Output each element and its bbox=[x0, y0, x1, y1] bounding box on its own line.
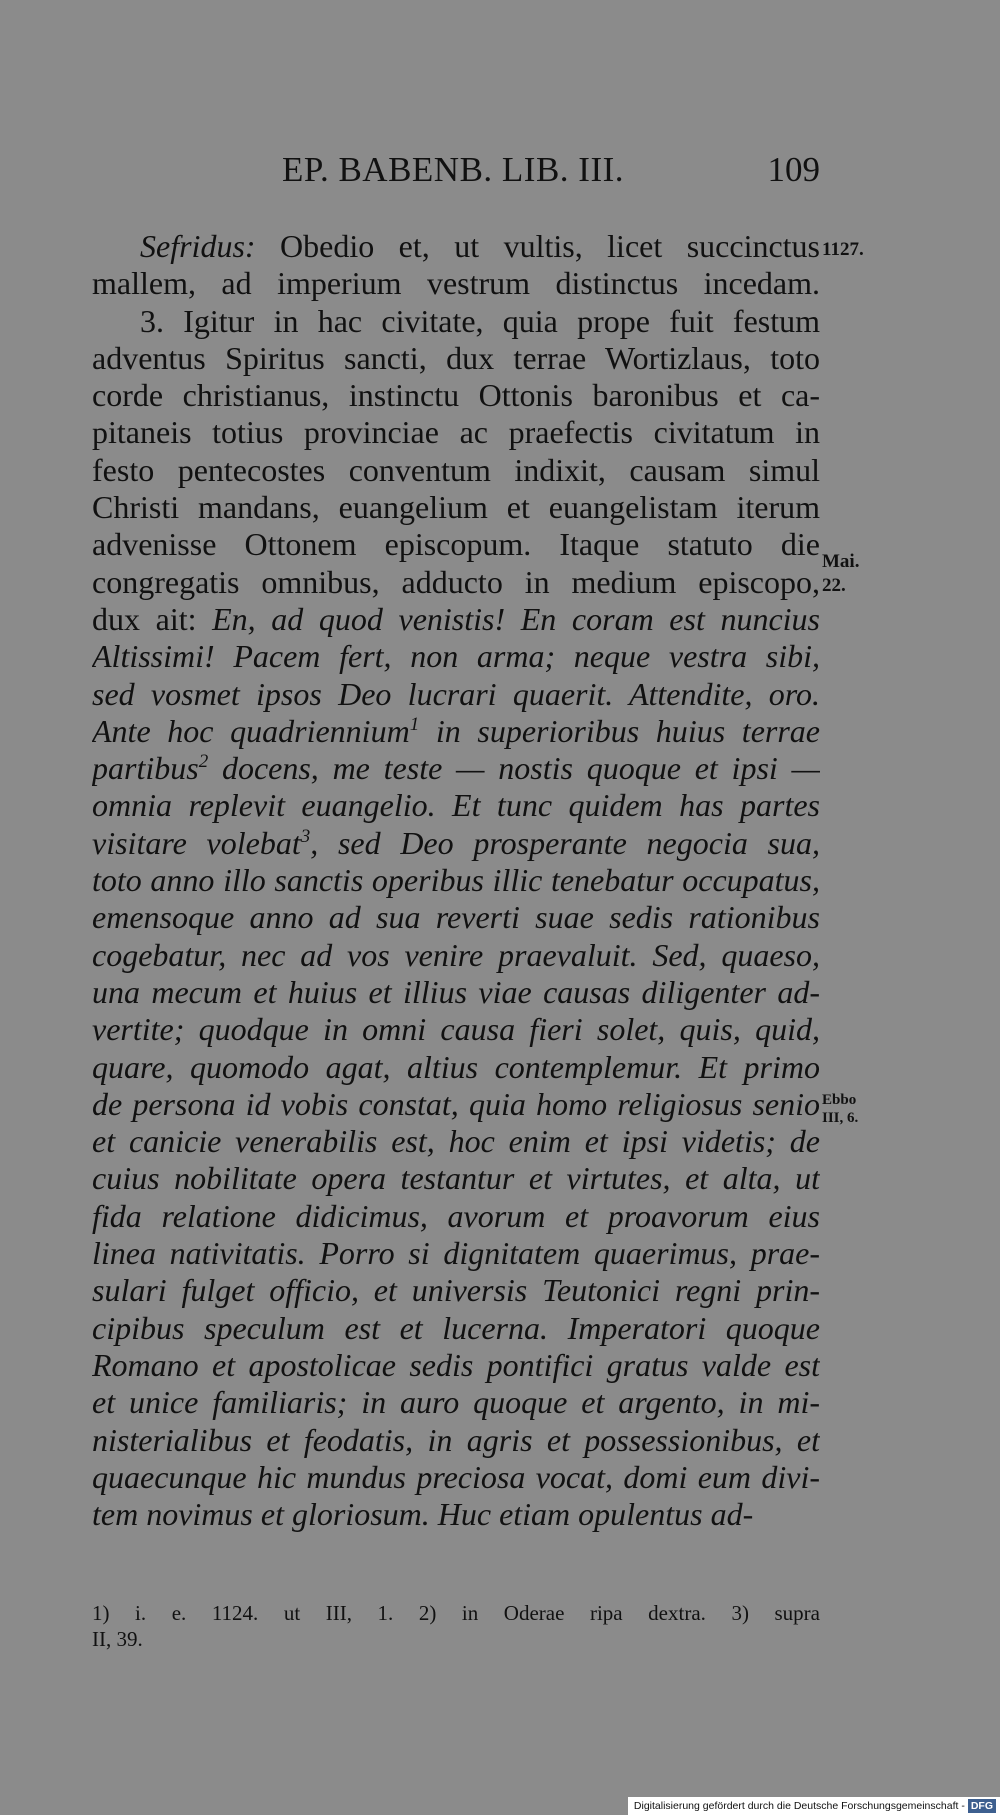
text-line: pitaneis totius provinciae ac praefectis civitatum in bbox=[92, 414, 820, 451]
text-line: una mecum et huius et illius viae causas diligenter ad- bbox=[92, 973, 820, 1010]
text-line: cuius nobilitate opera testantur et virtutes, et alta, ut bbox=[92, 1160, 820, 1197]
text-line: sed vosmet ipsos Deo lucrari quaerit. Attendite, oro. bbox=[92, 675, 820, 712]
speaker-name: Sefridus: bbox=[140, 228, 256, 264]
text-line: fida relatione didicimus, avorum et proavorum eius bbox=[92, 1197, 820, 1234]
text-line: tem novimus et gloriosum. Huc etiam opulentus ad- bbox=[92, 1496, 754, 1533]
text-line: et unice familiaris; in auro quoque et argento, in mi- bbox=[92, 1384, 820, 1421]
text-line: mallem, ad imperium vestrum distinctus incedam. bbox=[92, 265, 820, 302]
page-number: 109 bbox=[767, 150, 820, 189]
text-span: Obedio et, ut vultis, licet succinctus bbox=[255, 228, 820, 264]
text-line: linea nativitatis. Porro si dignitatem quaerimus, prae- bbox=[92, 1235, 820, 1272]
footnote-marker: 3 bbox=[300, 825, 311, 847]
text-line: sulari fulget officio, et universis Teutonici regni prin- bbox=[92, 1272, 820, 1309]
text-line: quaecunque hic mundus preciosa vocat, domi eum divi- bbox=[92, 1458, 820, 1495]
digitization-footer bbox=[628, 1797, 1000, 1815]
text-line: de persona id vobis constat, quia homo religiosus senio bbox=[92, 1085, 820, 1122]
text-line: omnia replevit euangelio. Et tunc quidem has partes bbox=[92, 787, 820, 824]
text-span: , sed Deo prosperante negocia sua, bbox=[310, 824, 820, 861]
footnote-line: 1) i. e. 1124. ut III, 1. 2) in Oderae ripa dextra. 3) supra bbox=[92, 1601, 820, 1625]
text-line: nisterialibus et feodatis, in agris et possessionibus, et bbox=[92, 1421, 820, 1458]
text-line: quare, quomodo agat, altius contemplemur. Et primo bbox=[92, 1048, 820, 1085]
text-span: docens, me teste — nostis quoque et ipsi — bbox=[208, 750, 820, 787]
footnotes bbox=[92, 1600, 820, 1652]
text-span: dux ait: bbox=[92, 600, 213, 637]
text-line bbox=[92, 713, 820, 750]
text-span: in superioribus huius terrae bbox=[419, 712, 820, 749]
text-line: corde christianus, instinctu Ottonis baronibus et ca- bbox=[92, 377, 820, 414]
margin-source: Ebbo bbox=[822, 1092, 857, 1108]
text-line: et canicie venerabilis est, hoc enim et ipsi videtis; de bbox=[92, 1123, 820, 1160]
text-span: En, ad quod venistis! En coram est nuncius bbox=[212, 600, 820, 637]
footnote-marker: 1 bbox=[409, 713, 420, 735]
text-line: emensoque anno ad sua reverti suae sedis rationibus bbox=[92, 899, 820, 936]
text-line: 3. Igitur in hac civitate, quia prope fuit festum bbox=[140, 302, 820, 339]
text-line bbox=[92, 825, 820, 862]
footnote-line: II, 39. bbox=[92, 1627, 143, 1651]
running-header bbox=[92, 150, 820, 196]
margin-source-ref: III, 6. bbox=[822, 1110, 859, 1126]
footnote-marker: 2 bbox=[198, 751, 209, 773]
text-line bbox=[92, 228, 820, 265]
text-line: advenisse Ottonem episcopum. Itaque statuto die bbox=[92, 526, 820, 563]
text-line: adventus Spiritus sancti, dux terrae Wortizlaus, toto bbox=[92, 339, 820, 376]
running-title: EP. BABENB. LIB. III. bbox=[282, 150, 625, 189]
body-text bbox=[92, 228, 820, 1533]
text-line: Christi mandans, euangelium et euangelistam iterum bbox=[92, 489, 820, 526]
text-line bbox=[92, 601, 820, 638]
footer-text: Digitalisierung gefördert durch die Deutsche Forschungsgemeinschaft - bbox=[633, 1800, 965, 1812]
dfg-logo: DFG bbox=[968, 1799, 996, 1813]
text-span: visitare volebat bbox=[92, 824, 301, 861]
text-span: Ante hoc quadriennium bbox=[92, 712, 410, 749]
text-line: vertite; quodque in omni causa fieri solet, quis, quid, bbox=[92, 1011, 820, 1048]
text-line: Altissimi! Pacem fert, non arma; neque vestra sibi, bbox=[92, 638, 820, 675]
text-span: partibus bbox=[92, 750, 199, 787]
text-line: festo pentecostes conventum indixit, causam simul bbox=[92, 451, 820, 488]
text-line: cipibus speculum est et lucerna. Imperatori quoque bbox=[92, 1309, 820, 1346]
margin-month: Mai. bbox=[822, 551, 860, 572]
margin-day: 22. bbox=[822, 575, 846, 596]
margin-year: 1127. bbox=[822, 239, 864, 260]
text-line: congregatis omnibus, adducto in medium episcopo, bbox=[92, 563, 820, 600]
text-line: cogebatur, nec ad vos venire praevaluit. Sed, quaeso, bbox=[92, 936, 820, 973]
text-line: toto anno illo sanctis operibus illic tenebatur occupatus, bbox=[92, 862, 820, 899]
text-line bbox=[92, 750, 820, 787]
text-line: Romano et apostolicae sedis pontifici gratus valde est bbox=[92, 1346, 820, 1383]
